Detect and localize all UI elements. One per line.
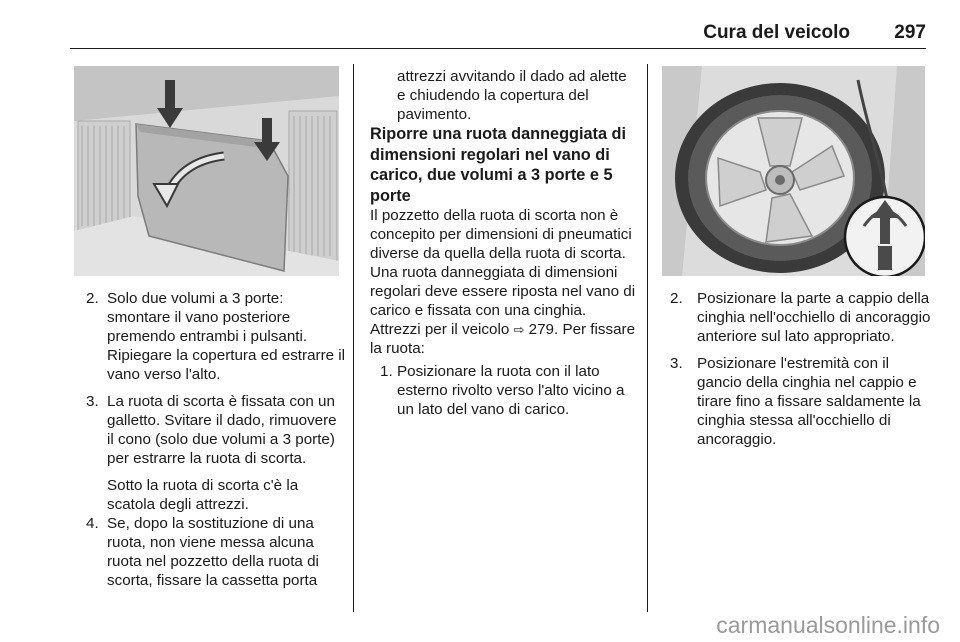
section-heading: Riporre una ruota danneggiata di dimensioni regolari nel vano di carico, due volumi a 3 porte e 5 porte xyxy=(370,125,627,205)
column-divider-right xyxy=(647,64,648,612)
list-item xyxy=(664,289,934,346)
list-item-text: Se, dopo la sostituzione di una ruota, non viene messa alcuna ruota nel pozzetto della ruota di scorta, fissare la cassetta porta xyxy=(107,515,319,589)
reference-arrow-icon: ⇨ xyxy=(513,322,525,337)
list-item-note: Sotto la ruota di scorta c'è la scatola degli attrezzi. xyxy=(107,477,299,513)
list-item-number: 3. xyxy=(86,393,99,410)
list-item-number: 2. xyxy=(86,290,99,307)
continuation-text: attrezzi avvitando il dado ad alette e chiudendo la copertura del pavimento. xyxy=(397,68,627,123)
reference-page: 279 xyxy=(528,321,554,338)
watermark: carmanualsonline.info xyxy=(716,612,940,638)
list-item-number: 3. xyxy=(670,355,683,372)
middle-column xyxy=(370,67,638,427)
list-item-text: Solo due volumi a 3 porte: smontare il vano posteriore premendo entrambi i pulsanti. Ripiegare la copertura ed estrarre il vano verso l'alto. xyxy=(107,290,346,383)
list-item xyxy=(74,514,346,590)
list-item-number: 2. xyxy=(670,290,683,307)
list-item-text: Posizionare la parte a cappio della cinghia nell'occhiello di ancoraggio anteriore sul lato appropriato. xyxy=(697,290,931,345)
list-item-text: Posizionare la ruota con il lato esterno rivolto verso l'alto vicino a un lato del vano di carico. xyxy=(397,363,625,418)
list-item xyxy=(370,362,638,419)
page-number: 297 xyxy=(894,22,926,43)
spare-wheel-illustration xyxy=(662,66,925,276)
list-item xyxy=(74,289,346,384)
list-item xyxy=(74,392,346,468)
list-item-number: 1. xyxy=(380,363,393,380)
right-column xyxy=(664,289,934,457)
list-item-text: Posizionare l'estremità con il gancio della cinghia nel cappio e tirare fino a fissare saldamente la cinghia stessa all'occhiello di ancoraggio. xyxy=(697,355,921,448)
column-divider-left xyxy=(353,64,354,612)
list-item-number: 4. xyxy=(86,515,99,532)
section-title: Cura del veicolo xyxy=(703,22,850,43)
rear-compartment-illustration xyxy=(74,66,339,276)
paragraph-text: Il pozzetto della ruota di scorta non è concepito per dimensioni di pneumatici diverse da quella della ruota di scorta. Una ruota danneggiata di dimensioni regolari deve essere riposta nel vano di carico e fissata con una cinghia. Attrezzi per il veicolo xyxy=(370,207,636,338)
list-item-text: La ruota di scorta è fissata con un galletto. Svitare il dado, rimuovere il cono (solo due volumi a 3 porte) per estrarre la ruota di scorta. xyxy=(107,393,337,467)
left-column xyxy=(74,289,346,598)
list-item xyxy=(664,354,934,449)
paragraph-text-end: . Per fissare la ruota: xyxy=(370,321,636,357)
header-rule xyxy=(70,48,926,49)
paragraph xyxy=(370,206,638,358)
